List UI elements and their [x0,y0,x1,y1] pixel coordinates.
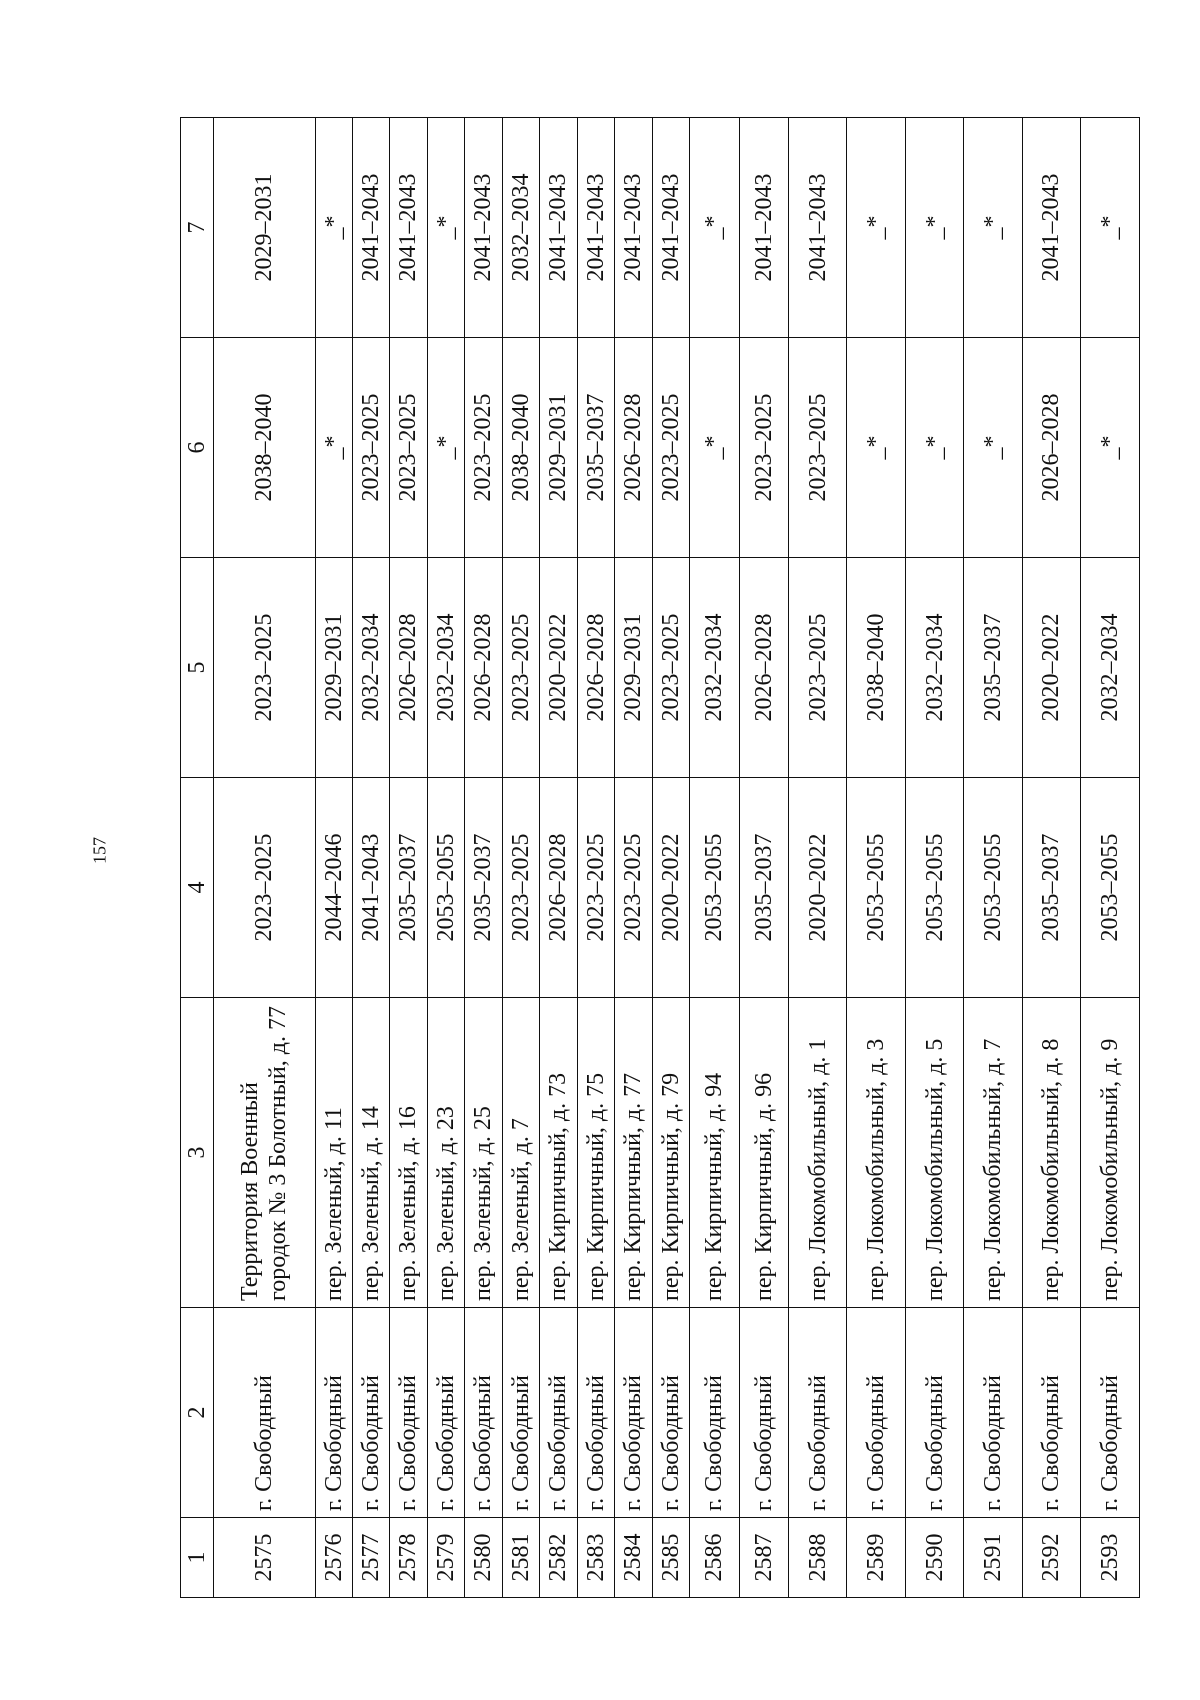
period-col5: 2023–2025 [502,558,539,778]
col-header: 6 [181,338,214,558]
row-number: 2586 [690,1518,739,1598]
city-cell: г. Свободный [214,1308,315,1518]
row-number: 2591 [964,1518,1022,1598]
address-cell: Территория Военный городок № 3 Болотный, д. 77 [214,998,315,1308]
table-row [465,118,502,1598]
table-row [390,118,427,1598]
city-cell: г. Свободный [577,1308,614,1518]
period-col4: 2053–2055 [905,778,963,998]
period-col4: 2053–2055 [964,778,1022,998]
period-col7: _* [1081,118,1140,338]
period-col6: 2023–2025 [788,338,846,558]
period-col4: 2053–2055 [1081,778,1140,998]
period-col5: 2032–2034 [427,558,464,778]
table-row [847,118,905,1598]
period-col5: 2026–2028 [465,558,502,778]
row-number: 2592 [1022,1518,1080,1598]
city-cell: г. Свободный [540,1308,577,1518]
period-col6: _* [427,338,464,558]
period-col6: 2026–2028 [615,338,652,558]
city-cell: г. Свободный [847,1308,905,1518]
city-cell: г. Свободный [652,1308,689,1518]
row-number: 2582 [540,1518,577,1598]
period-col5: 2020–2022 [540,558,577,778]
period-col4: 2020–2022 [652,778,689,998]
table-row [690,118,739,1598]
period-col7: 2041–2043 [652,118,689,338]
address-cell: пер. Зеленый, д. 7 [502,998,539,1308]
period-col7: 2041–2043 [465,118,502,338]
row-number: 2577 [352,1518,389,1598]
table-row [540,118,577,1598]
period-col6: 2023–2025 [465,338,502,558]
period-col7: 2029–2031 [214,118,315,338]
period-col4: 2035–2037 [390,778,427,998]
period-col7: 2041–2043 [390,118,427,338]
period-col6: 2035–2037 [577,338,614,558]
table-row [214,118,315,1598]
table-row [739,118,788,1598]
row-number: 2580 [465,1518,502,1598]
address-cell: пер. Кирпичный, д. 75 [577,998,614,1308]
period-col4: 2035–2037 [465,778,502,998]
period-col5: 2023–2025 [214,558,315,778]
address-cell: пер. Кирпичный, д. 96 [739,998,788,1308]
period-col4: 2053–2055 [427,778,464,998]
address-cell: пер. Локомобильный, д. 7 [964,998,1022,1308]
row-number: 2575 [214,1518,315,1598]
period-col5: 2032–2034 [352,558,389,778]
period-col7: 2041–2043 [577,118,614,338]
row-number: 2585 [652,1518,689,1598]
period-col7: 2032–2034 [502,118,539,338]
period-col6: _* [847,338,905,558]
period-col5: 2029–2031 [615,558,652,778]
col-header: 4 [181,778,214,998]
page-number: 157 [89,837,110,864]
period-col4: 2041–2043 [352,778,389,998]
period-col5: 2035–2037 [964,558,1022,778]
col-header: 1 [181,1518,214,1598]
city-cell: г. Свободный [502,1308,539,1518]
header-row [181,118,214,1598]
rotated-table-wrapper [180,118,1140,1598]
col-header: 3 [181,998,214,1308]
period-col5: 2032–2034 [905,558,963,778]
table-row [315,118,352,1598]
table-row [964,118,1022,1598]
table-row [615,118,652,1598]
table-row [788,118,846,1598]
period-col5: 2026–2028 [390,558,427,778]
period-col4: 2023–2025 [615,778,652,998]
period-col7: 2041–2043 [788,118,846,338]
table-row [502,118,539,1598]
period-col5: 2020–2022 [1022,558,1080,778]
period-col7: 2041–2043 [1022,118,1080,338]
period-col4: 2053–2055 [690,778,739,998]
period-col7: 2041–2043 [615,118,652,338]
row-number: 2590 [905,1518,963,1598]
address-cell: пер. Локомобильный, д. 8 [1022,998,1080,1308]
period-col5: 2026–2028 [577,558,614,778]
row-number: 2583 [577,1518,614,1598]
table-row [577,118,614,1598]
address-cell: пер. Зеленый, д. 14 [352,998,389,1308]
period-col4: 2023–2025 [502,778,539,998]
period-col6: _* [690,338,739,558]
period-col5: 2029–2031 [315,558,352,778]
row-number: 2576 [315,1518,352,1598]
city-cell: г. Свободный [739,1308,788,1518]
period-col5: 2026–2028 [739,558,788,778]
period-col4: 2020–2022 [788,778,846,998]
period-col7: 2041–2043 [739,118,788,338]
city-cell: г. Свободный [1081,1308,1140,1518]
table-area [180,118,1140,1598]
address-cell: пер. Зеленый, д. 11 [315,998,352,1308]
table-row [905,118,963,1598]
address-cell: пер. Зеленый, д. 16 [390,998,427,1308]
address-cell: пер. Зеленый, д. 23 [427,998,464,1308]
col-header: 2 [181,1308,214,1518]
period-col6: 2038–2040 [214,338,315,558]
table-row [352,118,389,1598]
row-number: 2588 [788,1518,846,1598]
address-cell: пер. Зеленый, д. 25 [465,998,502,1308]
city-cell: г. Свободный [905,1308,963,1518]
table-row [1081,118,1140,1598]
period-col4: 2035–2037 [1022,778,1080,998]
period-col7: 2041–2043 [352,118,389,338]
period-col7: _* [427,118,464,338]
period-col6: 2023–2025 [352,338,389,558]
period-col7: _* [905,118,963,338]
row-number: 2593 [1081,1518,1140,1598]
city-cell: г. Свободный [788,1308,846,1518]
period-col5: 2023–2025 [652,558,689,778]
period-col6: _* [905,338,963,558]
period-col5: 2023–2025 [788,558,846,778]
row-number: 2587 [739,1518,788,1598]
period-col6: _* [1081,338,1140,558]
address-cell: пер. Кирпичный, д. 77 [615,998,652,1308]
period-col6: _* [315,338,352,558]
city-cell: г. Свободный [690,1308,739,1518]
period-col5: 2038–2040 [847,558,905,778]
period-col4: 2044–2046 [315,778,352,998]
period-col4: 2035–2037 [739,778,788,998]
table-row [652,118,689,1598]
col-header: 7 [181,118,214,338]
city-cell: г. Свободный [352,1308,389,1518]
col-header: 5 [181,558,214,778]
period-col7: _* [315,118,352,338]
city-cell: г. Свободный [465,1308,502,1518]
address-cell: пер. Локомобильный, д. 1 [788,998,846,1308]
period-col6: 2026–2028 [1022,338,1080,558]
period-col4: 2053–2055 [847,778,905,998]
city-cell: г. Свободный [427,1308,464,1518]
period-col6: _* [964,338,1022,558]
city-cell: г. Свободный [964,1308,1022,1518]
address-cell: пер. Кирпичный, д. 94 [690,998,739,1308]
row-number: 2579 [427,1518,464,1598]
address-cell: пер. Кирпичный, д. 73 [540,998,577,1308]
table-row [427,118,464,1598]
period-col4: 2023–2025 [214,778,315,998]
address-cell: пер. Локомобильный, д. 5 [905,998,963,1308]
address-cell: пер. Локомобильный, д. 9 [1081,998,1140,1308]
city-cell: г. Свободный [390,1308,427,1518]
period-col6: 2023–2025 [739,338,788,558]
table-row [1022,118,1080,1598]
period-col6: 2038–2040 [502,338,539,558]
period-col6: 2023–2025 [652,338,689,558]
period-col5: 2032–2034 [1081,558,1140,778]
period-col7: _* [847,118,905,338]
row-number: 2578 [390,1518,427,1598]
period-col5: 2032–2034 [690,558,739,778]
address-cell: пер. Локомобильный, д. 3 [847,998,905,1308]
city-cell: г. Свободный [1022,1308,1080,1518]
period-col4: 2023–2025 [577,778,614,998]
city-cell: г. Свободный [615,1308,652,1518]
row-number: 2581 [502,1518,539,1598]
period-col7: _* [964,118,1022,338]
row-number: 2584 [615,1518,652,1598]
period-col6: 2023–2025 [390,338,427,558]
city-cell: г. Свободный [315,1308,352,1518]
period-col6: 2029–2031 [540,338,577,558]
period-col7: 2041–2043 [540,118,577,338]
period-col7: _* [690,118,739,338]
period-col4: 2026–2028 [540,778,577,998]
schedule-table [180,117,1140,1598]
address-cell: пер. Кирпичный, д. 79 [652,998,689,1308]
row-number: 2589 [847,1518,905,1598]
